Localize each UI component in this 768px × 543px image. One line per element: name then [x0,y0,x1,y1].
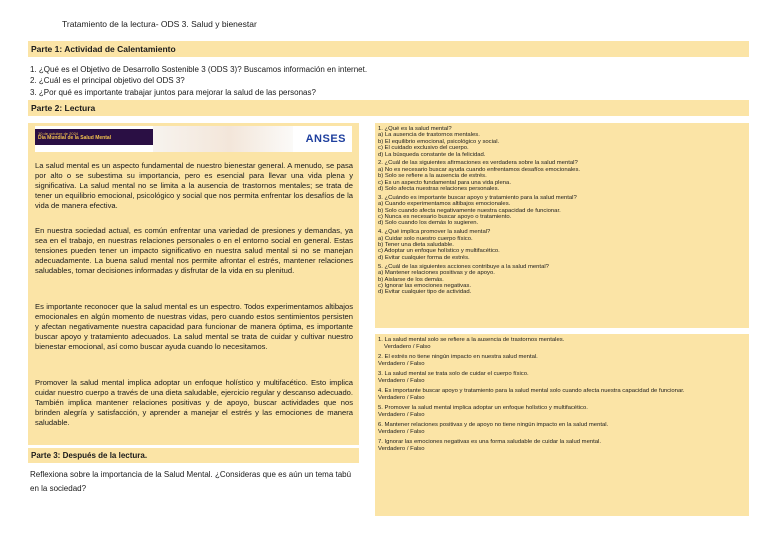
anses-logo: ANSES [305,133,346,145]
mcq-option: b) Solo cuando afecta negativamente nuestra capacidad de funcionar. [378,207,561,214]
mcq-option: d) Solo afecta nuestras relaciones personales. [378,186,500,193]
mcq-option: c) Adoptar un enfoque holístico y multifacético. [378,248,500,255]
mcq-option: c) El cuidado exclusivo del cuerpo. [378,145,469,152]
tf-item [378,337,746,350]
reading-paragraph: La salud mental es un aspecto fundamental de nuestro bienestar general. A menudo, se pasa por alto o se subestima su importancia, pero es esencial para llevar una vida plena y significativa. La salud mental no se limita a la ausencia de trastornos mentales; se trata de tener un equilibrio emocional, psicológico y social que nos permita enfrentar los desafíos de la vida de manera efectiva. [35,161,353,210]
tf-answer: Verdadero / Falso [378,360,425,367]
reading-paragraph: En nuestra sociedad actual, es común enfrentar una variedad de presiones y demandas, ya sea en el trabajo, en nuestras relaciones personales o en el entorno social en general. Estas tensiones pueden tener un impacto significativo en nuestra salud mental si no se manejan adecuadamente. La buena salud mental nos permite afrontar el estrés, mantener relaciones saludables, tomar decisiones informadas y disfrutar de la vida en su plenitud. [35,226,353,275]
mcq-question: 3. ¿Cuándo es importante buscar apoyo y tratamiento para la salud mental? [378,194,577,201]
tf-statement: 4. Es importante buscar apoyo y tratamiento para la salud mental solo cuando afecta nuestra capacidad de funcionar. [378,388,685,394]
tf-answer: Verdadero / Falso [378,445,425,452]
mcq-option: a) Mantener relaciones positivas y de apoyo. [378,270,495,277]
mcq-item [378,126,746,158]
mcq-option: d) Evitar cualquier tipo de actividad. [378,289,472,296]
banner-date: 10 de octubre de 2024 [38,131,79,136]
mcq-option: a) Cuando experimentamos altibajos emocionales. [378,201,511,208]
mcq-option: b) Aislarse de los demás. [378,276,444,283]
tf-answer: Verdadero / Falso [384,343,431,350]
part1-heading: Parte 1: Actividad de Calentamiento [28,41,749,57]
warmup-question: 3. ¿Por qué es importante trabajar juntos para mejorar la salud de las personas? [30,88,316,97]
tf-statement: 7. Ignorar las emociones negativas es una forma saludable de cuidar la salud mental. [378,439,601,445]
banner-illustration [153,126,293,152]
mcq-option: c) Nunca es necesario buscar apoyo o tratamiento. [378,214,512,221]
reading-paragraph: Es importante reconocer que la salud mental es un espectro. Todos experimentamos altibajos emocionales en algún momento de nuestras vidas, pero cuando estos sentimientos persisten y afectan negativamente nuestra capacidad para funcionar de manera óptima, es importante buscar apoyo y tratamiento adecuados. La salud mental se trata de cuidar y cultivar nuestro bienestar emocional, así como buscar ayuda cuando lo necesitamos. [35,302,353,351]
tf-statement: 6. Mantener relaciones positivas y de apoyo no tiene ningún impacto en la salud mental. [378,422,609,428]
tf-statement: 2. El estrés no tiene ningún impacto en nuestra salud mental. [378,354,538,360]
mcq-option: b) El equilibrio emocional, psicológico y social. [378,138,500,145]
mcq-option: c) Ignorar las emociones negativas. [378,282,471,289]
mcq-option: d) La búsqueda constante de la felicidad. [378,151,486,158]
part3-heading: Parte 3: Después de la lectura. [28,448,359,463]
tf-item [378,371,746,384]
mcq-item [378,195,746,227]
true-false-list [378,337,746,456]
tf-item [378,388,746,401]
mcq-option: d) Evitar cualquier forma de estrés. [378,254,470,261]
tf-answer: Verdadero / Falso [378,428,425,435]
tf-item [378,354,746,367]
banner-event: Día Mundial de la Salud Mental [38,135,112,141]
mcq-question: 2. ¿Cuál de las siguientes afirmaciones es verdadera sobre la salud mental? [378,160,578,167]
warmup-question: 2. ¿Cuál es el principal objetivo del ODS 3? [30,76,185,85]
mcq-option: a) Cuidar solo nuestro cuerpo físico. [378,235,473,242]
reflection-prompt: Reflexiona sobre la importancia de la Salud Mental. ¿Consideras que es aún un tema tabú en la sociedad? [30,470,352,493]
mcq-item [378,264,746,296]
tf-answer: Verdadero / Falso [378,394,425,401]
mcq-option: a) No es necesario buscar ayuda cuando enfrentamos desafíos emocionales. [378,166,581,173]
tf-statement: 3. La salud mental se trata solo de cuidar el cuerpo físico. [378,371,529,377]
tf-item [378,405,746,418]
reading-paragraph: Promover la salud mental implica adoptar un enfoque holístico y multifacético. Esto implica cuidar nuestro cuerpo a través de una dieta saludable, ejercicio regular y descanso adecuado. También implica mantener relaciones positivas y de apoyo, buscar actividades que nos brinden alegría y satisfacción, y aprender a manejar el estrés y las emociones de manera saludable. [35,378,353,427]
anses-banner-image [35,126,352,152]
tf-item [378,422,746,435]
mcq-option: b) Solo se refiere a la ausencia de estrés. [378,173,487,180]
mcq-option: d) Solo cuando los demás lo sugieren. [378,220,479,227]
tf-answer: Verdadero / Falso [378,377,425,384]
mcq-question: 4. ¿Qué implica promover la salud mental? [378,229,491,236]
tf-answer: Verdadero / Falso [378,411,425,418]
tf-item [378,439,746,452]
mcq-item [378,229,746,261]
mcq-option: c) Es un aspecto fundamental para una vida plena. [378,179,511,186]
warmup-question: 1. ¿Qué es el Objetivo de Desarrollo Sostenible 3 (ODS 3)? Buscamos información en internet. [30,65,368,74]
mcq-option: a) La ausencia de trastornos mentales. [378,132,480,139]
mcq-question: 1. ¿Qué es la salud mental? [378,126,452,132]
banner-event-box [35,129,153,145]
tf-statement: 1. La salud mental solo se refiere a la ausencia de trastornos mentales. [378,337,565,343]
mcq-option: b) Tener una dieta saludable. [378,242,454,249]
part2-heading: Parte 2: Lectura [28,100,749,116]
mcq-item [378,160,746,192]
document-title: Tratamiento de la lectura- ODS 3. Salud y bienestar [62,19,257,29]
mcq-question: 5. ¿Cuál de las siguientes acciones contribuye a la salud mental? [378,263,549,270]
tf-statement: 5. Promover la salud mental implica adoptar un enfoque holístico y multifacético. [378,405,588,411]
mcq-list [378,126,746,298]
